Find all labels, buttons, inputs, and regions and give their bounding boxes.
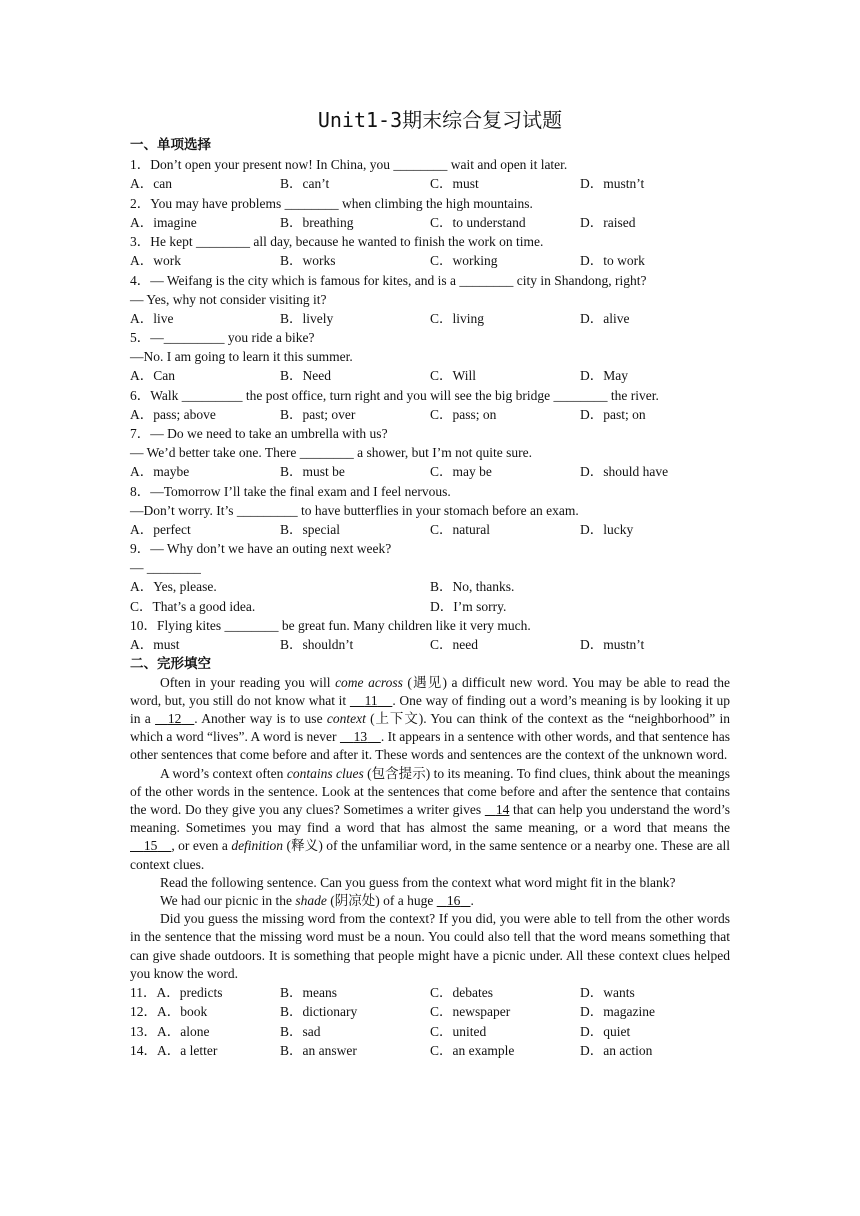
answer-option[interactable]: A．Yes, please.	[130, 579, 217, 594]
answer-option[interactable]: C．pass; on	[430, 406, 497, 422]
answer-option[interactable]: C．working	[430, 253, 498, 268]
answer-option[interactable]: D．lucky	[580, 521, 634, 537]
answer-option[interactable]: A．live	[130, 310, 174, 326]
cloze-paragraph-5: Did you guess the missing word from the context? If you did, you were able to tell from the other words in the sentence that the missing word must be a noun. You could also tell that the word means something that can give shade outdoors. It is something that people might have a picnic under. All these context clues helped you know the word.	[130, 911, 730, 981]
question-dialogue-line: — We’d better take one. There ________ a shower, but I’m not quite sure.	[130, 445, 533, 460]
option-row	[130, 213, 730, 233]
answer-option[interactable]: D．mustn’t	[580, 176, 645, 191]
italic-term: definition	[231, 838, 284, 854]
italic-term: context	[326, 710, 366, 726]
answer-option[interactable]: B．lively	[280, 310, 334, 326]
question-stem: 10．Flying kites ________ be great fun. Many children like it very much.	[130, 618, 531, 633]
answer-option[interactable]: C．may be	[430, 464, 492, 479]
question-dialogue-line: — Yes, why not consider visiting it?	[130, 291, 327, 307]
option-row	[130, 635, 730, 655]
question-stem: 7．— Do we need to take an umbrella with us?	[130, 426, 388, 441]
question-item	[130, 482, 730, 540]
question-item	[130, 194, 730, 233]
text: (遇见) a difficult new word. You may be able to read the word, but, you still do not know what it	[130, 674, 730, 708]
answer-option[interactable]: D．quiet	[580, 1023, 631, 1039]
text: , or even a	[171, 838, 232, 854]
question-stem: 6．Walk _________ the post office, turn right and you will see the big bridge ________ the river.	[130, 387, 659, 403]
text: (阴凉处) of a huge	[326, 892, 437, 908]
italic-term: contains clues	[286, 765, 364, 781]
answer-option[interactable]: C．Will	[430, 368, 476, 383]
text: that can help you understand the word’s meaning. Sometimes you may find a word that has almost the same meaning, or a word that means the	[130, 801, 730, 836]
question-item	[130, 155, 730, 194]
answer-option[interactable]: C．must	[430, 176, 479, 191]
answer-option[interactable]: C．newspaper	[430, 1004, 511, 1020]
answer-option[interactable]: D．May	[580, 368, 628, 383]
option-row	[130, 174, 730, 194]
question-item	[130, 328, 730, 386]
answer-option[interactable]: D．raised	[580, 214, 636, 230]
question-dialogue-line: —Don’t worry. It’s _________ to have butterflies in your stomach before an exam.	[130, 502, 579, 518]
cloze-paragraph-2	[130, 765, 730, 874]
text: (上下文). You can think of the context as the “neighborhood” in which a word “lives”. A word is never	[130, 710, 731, 745]
blank-14[interactable]: 14	[495, 801, 510, 817]
answer-option[interactable]: D．alive	[580, 310, 630, 326]
answer-option[interactable]: 14．A．a letter	[130, 1043, 218, 1059]
answer-option[interactable]: B．dictionary	[280, 1004, 358, 1020]
blank-13[interactable]: 13	[353, 729, 368, 745]
answer-option[interactable]: A．maybe	[130, 464, 190, 479]
question-item	[130, 271, 730, 329]
option-row	[130, 520, 730, 540]
answer-option[interactable]: B．shouldn’t	[280, 637, 354, 652]
answer-option[interactable]: D．mustn’t	[580, 637, 645, 652]
answer-option[interactable]: A．can	[130, 176, 172, 191]
question-stem: 8．—Tomorrow I’ll take the final exam and I feel nervous.	[130, 483, 451, 499]
answer-option[interactable]: D．past; on	[580, 406, 646, 422]
option-row	[130, 405, 730, 425]
text: We had our picnic in the	[160, 892, 296, 908]
question-dialogue-line: —No. I am going to learn it this summer.	[130, 349, 353, 364]
question-item	[130, 386, 730, 425]
cloze-option-row	[130, 1022, 730, 1042]
question-stem: 4．— Weifang is the city which is famous for kites, and is a ________ city in Shandong, right?	[130, 272, 647, 288]
answer-option[interactable]: 11．A．predicts	[130, 984, 223, 1000]
answer-option[interactable]: D．wants	[580, 984, 635, 1000]
answer-option[interactable]: C．to understand	[430, 214, 526, 230]
option-row	[130, 577, 730, 597]
text: Often in your reading you will	[160, 674, 336, 690]
blank-15[interactable]: 15	[143, 838, 158, 854]
answer-option[interactable]: C．living	[430, 310, 485, 326]
option-row	[130, 366, 730, 386]
answer-option[interactable]: B．can’t	[280, 176, 330, 191]
question-item	[130, 616, 730, 655]
answer-option[interactable]: D．magazine	[580, 1004, 655, 1020]
cloze-paragraph-1	[130, 674, 730, 765]
question-stem: 3．He kept ________ all day, because he wanted to finish the work on time.	[130, 234, 544, 249]
italic-term: come across	[335, 674, 403, 690]
question-item	[130, 539, 730, 616]
answer-option[interactable]: B．must be	[280, 464, 345, 479]
blank-11[interactable]: 11	[364, 692, 378, 708]
question-stem: 2．You may have problems ________ when climbing the high mountains.	[130, 195, 533, 211]
answer-option[interactable]: C．That’s a good idea.	[130, 598, 256, 614]
page-title: Unit1-3期末综合复习试题	[317, 108, 563, 132]
answer-option[interactable]: D．should have	[580, 464, 669, 479]
answer-option[interactable]: B．Need	[280, 368, 331, 383]
italic-term: shade	[295, 892, 327, 908]
answer-option[interactable]: B．breathing	[280, 214, 354, 230]
section-heading-single-choice: 一、单项选择	[130, 137, 211, 153]
option-row	[130, 462, 730, 482]
answer-option[interactable]: B．works	[280, 253, 336, 268]
question-item	[130, 232, 730, 271]
text: (释义) of the unfamiliar word, in the same sentence or a nearby one. These are all context clues.	[130, 838, 731, 872]
question-stem: 5．—_________ you ride a bike?	[130, 330, 315, 345]
answer-option[interactable]: C．need	[430, 637, 478, 652]
blank-16[interactable]: 16	[446, 892, 461, 908]
answer-option[interactable]: B．past; over	[280, 406, 356, 422]
answer-option[interactable]: A．imagine	[130, 214, 197, 230]
answer-option[interactable]: 12．A．book	[130, 1004, 208, 1020]
text: .	[470, 892, 474, 908]
text: A word’s context often	[160, 765, 287, 781]
text: . One way of finding out a word’s meaning is by looking it up in a	[130, 692, 731, 726]
question-dialogue-line: — ________	[130, 560, 201, 575]
option-row	[130, 309, 730, 329]
answer-option[interactable]: A．pass; above	[130, 406, 216, 422]
answer-option[interactable]: B．special	[280, 521, 340, 537]
text: . It appears in a sentence with other words, and that sentence has other sentences that come before and after it. These words and sentences are the context of the unknown word.	[130, 729, 731, 763]
option-row	[130, 597, 730, 617]
answer-option[interactable]: A．must	[130, 637, 180, 652]
answer-option[interactable]: C．an example	[430, 1043, 515, 1059]
answer-option[interactable]: 13．A．alone	[130, 1023, 210, 1039]
answer-option[interactable]: D．to work	[580, 253, 645, 268]
answer-option[interactable]: A．work	[130, 253, 181, 268]
answer-option[interactable]: C．debates	[430, 984, 493, 1000]
answer-option[interactable]: B．sad	[280, 1023, 321, 1039]
section-heading-cloze: 二、完形填空	[130, 655, 211, 672]
question-list	[130, 155, 730, 655]
answer-option[interactable]: A．perfect	[130, 521, 191, 537]
cloze-paragraph-3: Read the following sentence. Can you guess from the context what word might fit in the blank?	[160, 874, 676, 890]
answer-option[interactable]: C．natural	[430, 521, 490, 537]
exam-page	[130, 104, 730, 1061]
answer-option[interactable]: A．Can	[130, 368, 175, 383]
cloze-option-list	[130, 983, 730, 1061]
answer-option[interactable]: B．means	[280, 984, 337, 1000]
cloze-option-row	[130, 1002, 730, 1022]
question-stem: 1．Don’t open your present now! In China, you ________ wait and open it later.	[130, 157, 568, 172]
answer-option[interactable]: D．an action	[580, 1043, 653, 1059]
text: (包含提示) to its meaning. To find clues, think about the meanings of the other words in the sentence. Look at the sentences that come before and after the sentence that contains the word. Do they give you any clues? Sometimes a writer gives	[130, 765, 730, 817]
question-item	[130, 424, 730, 482]
blank-12[interactable]: 12	[167, 710, 182, 726]
option-row	[130, 251, 730, 271]
answer-option[interactable]: B．No, thanks.	[430, 579, 515, 594]
cloze-paragraph-4	[130, 892, 730, 910]
answer-option[interactable]: C．united	[430, 1023, 487, 1039]
text: . Another way is to use	[194, 710, 327, 726]
answer-option[interactable]: D．I’m sorry.	[430, 598, 507, 614]
question-stem: 9．— Why don’t we have an outing next week?	[130, 541, 392, 556]
cloze-option-row	[130, 983, 730, 1003]
cloze-option-row	[130, 1041, 730, 1061]
answer-option[interactable]: B．an answer	[280, 1043, 357, 1059]
